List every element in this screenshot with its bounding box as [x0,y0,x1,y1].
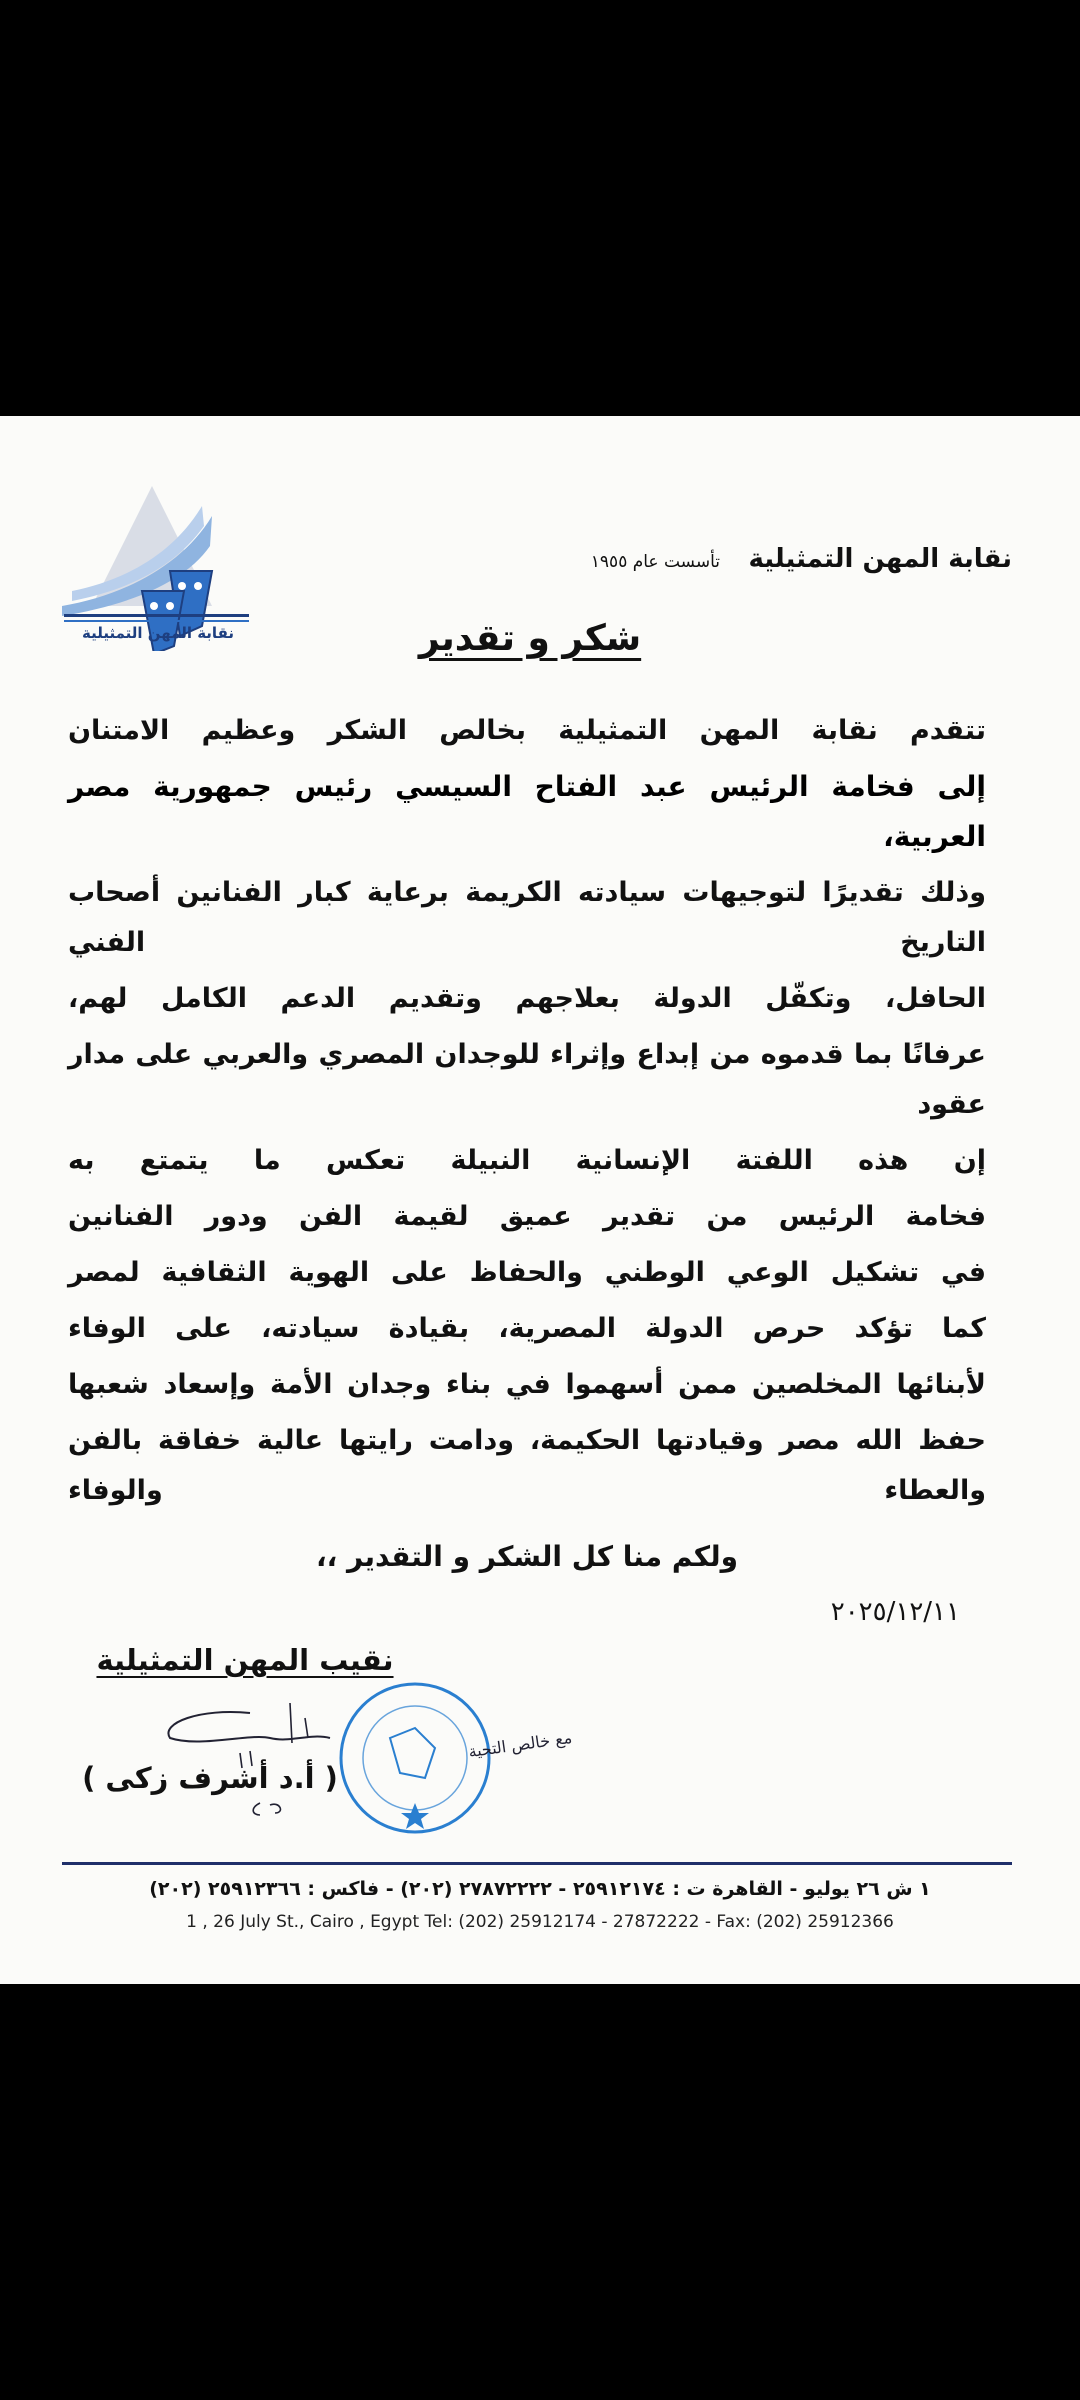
body-line: عرفانًا بما قدموه من إبداع وإثراء للوجدان المصري والعربي على مدار عقود [68,1039,986,1120]
handwritten-note: مع خالص التحية [467,1727,574,1762]
footer-divider [62,1862,1012,1865]
body-line: في تشكيل الوعي الوطني والحفاظ على الهوية الثقافية لمصر [68,1257,986,1288]
body-line: وذلك تقديرًا لتوجيهات سيادته الكريمة برعاية كبار الفنانين أصحاب التاريخ الفني [68,877,986,958]
footer-address-english: 1 , 26 July St., Cairo , Egypt Tel: (202) 25912174 - 27872222 - Fax: (202) 25912366 [186,1912,894,1932]
body-line: تتقدم نقابة المهن التمثيلية بخالص الشكر وعظيم الامتنان [68,715,986,746]
letter-date: ٢٠٢٥/١٢/١١ [830,1597,960,1627]
syndicate-logo [62,486,254,651]
body-line: الحافل، وتكفّل الدولة بعلاجهم وتقديم الدعم الكامل لهم، [68,983,986,1014]
letter-page [0,416,1080,1984]
letter-body [68,706,986,1883]
signature-block [68,1643,986,1883]
signatory-title: نقيب المهن التمثيلية [96,1643,394,1677]
letter-title: شكر و تقدير [418,618,642,659]
signatory-name: ( أ.د أشرف زكى ) [82,1761,338,1795]
body-line: إن هذه اللفتة الإنسانية النبيلة تعكس ما يتمتع به [68,1145,986,1176]
founded-year: تأسست عام ١٩٥٥ [590,552,720,572]
org-name: نقابة المهن التمثيلية [748,544,1012,574]
logo-text: نقابة المهن التمثيلية [81,624,234,642]
footer-address-arabic: ١ ش ٢٦ يوليو - القاهرة ت : ٢٥٩١٢١٧٤ - ٢٧٨٧٢٢٢٢ (٢٠٢) - فاكس : ٢٥٩١٢٣٦٦ (٢٠٢) [149,1878,931,1900]
body-line: لأبنائها المخلصين ممن أسهموا في بناء وجدان الأمة وإسعاد شعبها [68,1369,986,1400]
body-line: فخامة الرئيس من تقدير عميق لقيمة الفن ودور الفنانين [68,1201,986,1232]
body-line: إلى فخامة الرئيس عبد الفتاح السيسي رئيس جمهورية مصر العربية، [68,770,986,853]
body-line: كما تؤكد حرص الدولة المصرية، بقيادة سيادته، على الوفاء [68,1313,986,1344]
closing-line: ولكم منا كل الشكر و التقدير ،، [316,1540,738,1573]
body-line: حفظ الله مصر وقيادتها الحكيمة، ودامت رايتها عالية خفاقة بالفن والعطاء والوفاء [68,1425,986,1506]
